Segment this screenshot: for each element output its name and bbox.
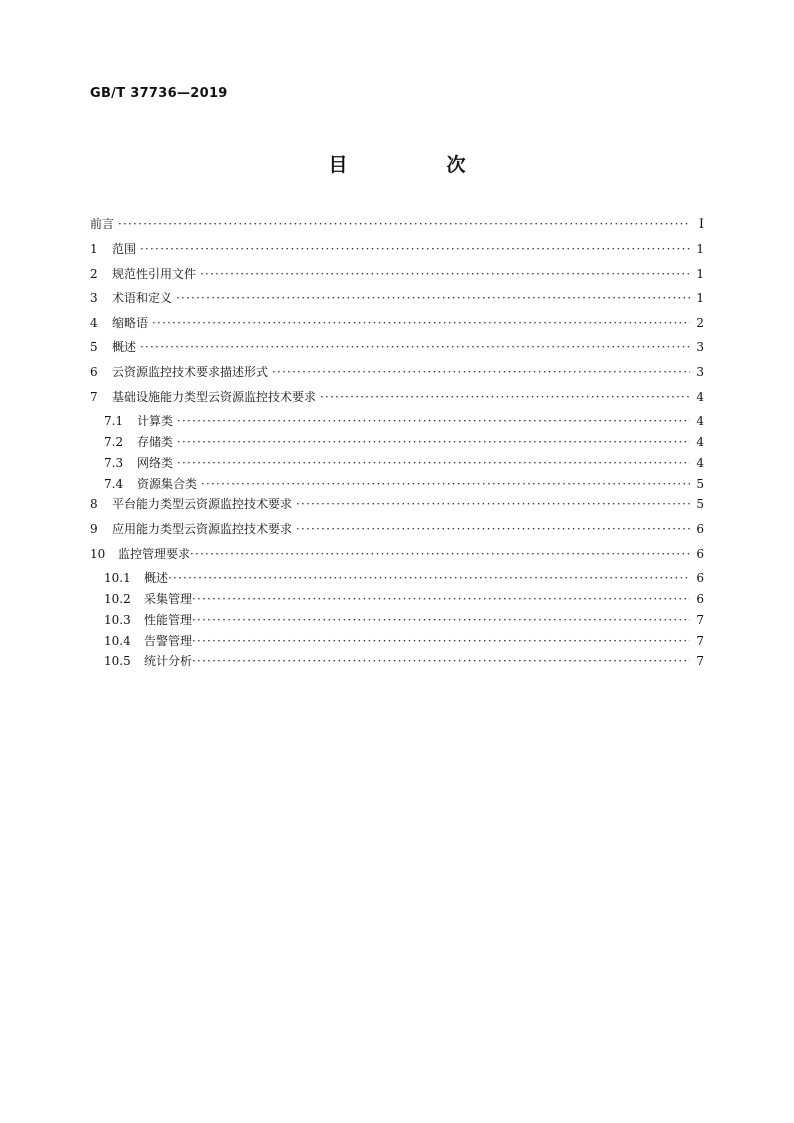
leader-dots bbox=[200, 267, 690, 281]
toc-entry-label: 网络类 bbox=[137, 455, 174, 470]
toc-entry-label: 存储类 bbox=[137, 434, 174, 449]
toc-entry-2[interactable] bbox=[90, 265, 704, 290]
toc-entry-page: 7 bbox=[696, 612, 704, 627]
toc-entry-label: 应用能力类型云资源监控技术要求 bbox=[112, 521, 293, 536]
toc-entry-page: 4 bbox=[696, 455, 704, 470]
toc-entry-7-4[interactable] bbox=[90, 475, 704, 496]
toc-entry-number: 8 bbox=[90, 497, 98, 512]
toc-entry-number: 9 bbox=[90, 521, 98, 536]
toc-entry-7[interactable] bbox=[90, 388, 704, 413]
toc-entry-10-4[interactable] bbox=[90, 632, 704, 653]
leader-dots bbox=[201, 477, 690, 491]
leader-dots bbox=[140, 340, 690, 354]
toc-entry-page: 1 bbox=[696, 242, 704, 256]
toc-entry-number: 6 bbox=[90, 364, 98, 379]
toc-entry-number: 2 bbox=[90, 266, 98, 281]
toc-entry-page: 7 bbox=[696, 633, 704, 648]
toc-entry-3[interactable] bbox=[90, 289, 704, 314]
leader-dots bbox=[176, 291, 690, 305]
toc-entry-label: 概述 bbox=[144, 571, 169, 586]
toc-entry-page: 3 bbox=[696, 364, 704, 379]
toc-entry-5[interactable] bbox=[90, 338, 704, 363]
toc-entry-number: 10.3 bbox=[104, 612, 131, 627]
toc-entry-8[interactable] bbox=[90, 495, 704, 520]
leader-dots bbox=[192, 654, 690, 668]
toc-entry-label: 前言 bbox=[90, 217, 115, 231]
toc-entry-6[interactable] bbox=[90, 363, 704, 388]
toc-entry-number: 10 bbox=[90, 546, 106, 561]
toc-entry-number: 4 bbox=[90, 315, 98, 330]
leader-dots bbox=[118, 217, 690, 231]
toc-entry-number: 5 bbox=[90, 340, 98, 355]
toc-entry-number: 3 bbox=[90, 291, 98, 306]
toc-entry-10-1[interactable] bbox=[90, 569, 704, 590]
toc-entry-number: 7.2 bbox=[104, 434, 124, 449]
leader-dots bbox=[192, 592, 690, 606]
toc-entry-number: 1 bbox=[90, 242, 98, 256]
leader-dots bbox=[320, 390, 690, 404]
toc-entry-10[interactable] bbox=[90, 545, 704, 570]
toc-entry-page: 6 bbox=[696, 571, 704, 586]
toc-entry-foreword[interactable] bbox=[90, 215, 704, 240]
toc-entry-page: 7 bbox=[696, 654, 704, 669]
toc-entry-label: 缩略语 bbox=[112, 315, 149, 330]
toc-entry-10-5[interactable] bbox=[90, 652, 704, 673]
toc-entry-page: Ⅰ bbox=[698, 217, 704, 232]
toc-entry-number: 7.3 bbox=[104, 455, 124, 470]
leader-dots bbox=[140, 242, 690, 256]
toc-entry-page: 4 bbox=[696, 414, 704, 429]
toc-entry-page: 5 bbox=[696, 476, 704, 491]
leader-dots bbox=[192, 613, 690, 627]
toc-entry-number: 10.1 bbox=[104, 571, 131, 586]
toc-entry-page: 6 bbox=[696, 546, 704, 561]
toc-entry-label: 术语和定义 bbox=[112, 291, 173, 306]
leader-dots bbox=[168, 571, 690, 585]
toc-entry-label: 性能管理 bbox=[144, 612, 193, 627]
toc-entry-9[interactable] bbox=[90, 520, 704, 545]
toc-entry-10-2[interactable] bbox=[90, 590, 704, 611]
leader-dots bbox=[296, 522, 690, 536]
toc-entry-page: 1 bbox=[696, 291, 704, 306]
leader-dots bbox=[272, 365, 690, 379]
leader-dots bbox=[192, 634, 690, 648]
toc-entry-7-3[interactable] bbox=[90, 454, 704, 475]
toc-entry-page: 6 bbox=[696, 521, 704, 536]
document-code: GB/T 37736—2019 bbox=[90, 86, 228, 101]
toc-entry-page: 3 bbox=[696, 340, 704, 355]
toc-entry-label: 平台能力类型云资源监控技术要求 bbox=[112, 497, 293, 512]
toc-entry-7-2[interactable] bbox=[90, 433, 704, 454]
toc-entry-number: 10.5 bbox=[104, 654, 131, 669]
toc-entry-page: 4 bbox=[696, 434, 704, 449]
toc-entry-label: 监控管理要求 bbox=[118, 546, 191, 561]
toc-entry-label: 范围 bbox=[112, 242, 137, 256]
toc-entry-number: 10.4 bbox=[104, 633, 131, 648]
toc-entry-page: 2 bbox=[696, 315, 704, 330]
leader-dots bbox=[177, 456, 690, 470]
leader-dots bbox=[152, 316, 690, 330]
toc-entry-label: 告警管理 bbox=[144, 633, 193, 648]
toc-entry-label: 资源集合类 bbox=[137, 476, 198, 491]
toc-entry-number: 7.4 bbox=[104, 476, 124, 491]
leader-dots bbox=[190, 547, 690, 561]
toc-entry-number: 7 bbox=[90, 389, 98, 404]
toc-entry-4[interactable] bbox=[90, 314, 704, 339]
toc-entry-number: 7.1 bbox=[104, 414, 124, 429]
toc-entry-page: 1 bbox=[696, 266, 704, 281]
toc-entry-page: 4 bbox=[696, 389, 704, 404]
leader-dots bbox=[177, 435, 690, 449]
toc-entry-label: 概述 bbox=[112, 340, 137, 355]
table-of-contents bbox=[90, 215, 704, 673]
toc-entry-label: 计算类 bbox=[137, 414, 174, 429]
toc-entry-1[interactable] bbox=[90, 240, 704, 265]
toc-entry-page: 5 bbox=[696, 497, 704, 512]
leader-dots bbox=[177, 414, 690, 428]
toc-entry-label: 云资源监控技术要求描述形式 bbox=[112, 364, 269, 379]
toc-entry-7-1[interactable] bbox=[90, 412, 704, 433]
toc-entry-label: 基础设施能力类型云资源监控技术要求 bbox=[112, 389, 317, 404]
toc-title: 目 次 bbox=[328, 154, 506, 176]
leader-dots bbox=[296, 497, 690, 511]
toc-entry-page: 6 bbox=[696, 591, 704, 606]
toc-entry-label: 统计分析 bbox=[144, 654, 193, 669]
toc-entry-number: 10.2 bbox=[104, 591, 131, 606]
toc-entry-10-3[interactable] bbox=[90, 611, 704, 632]
toc-entry-label: 规范性引用文件 bbox=[112, 266, 197, 281]
toc-entry-label: 采集管理 bbox=[144, 591, 193, 606]
